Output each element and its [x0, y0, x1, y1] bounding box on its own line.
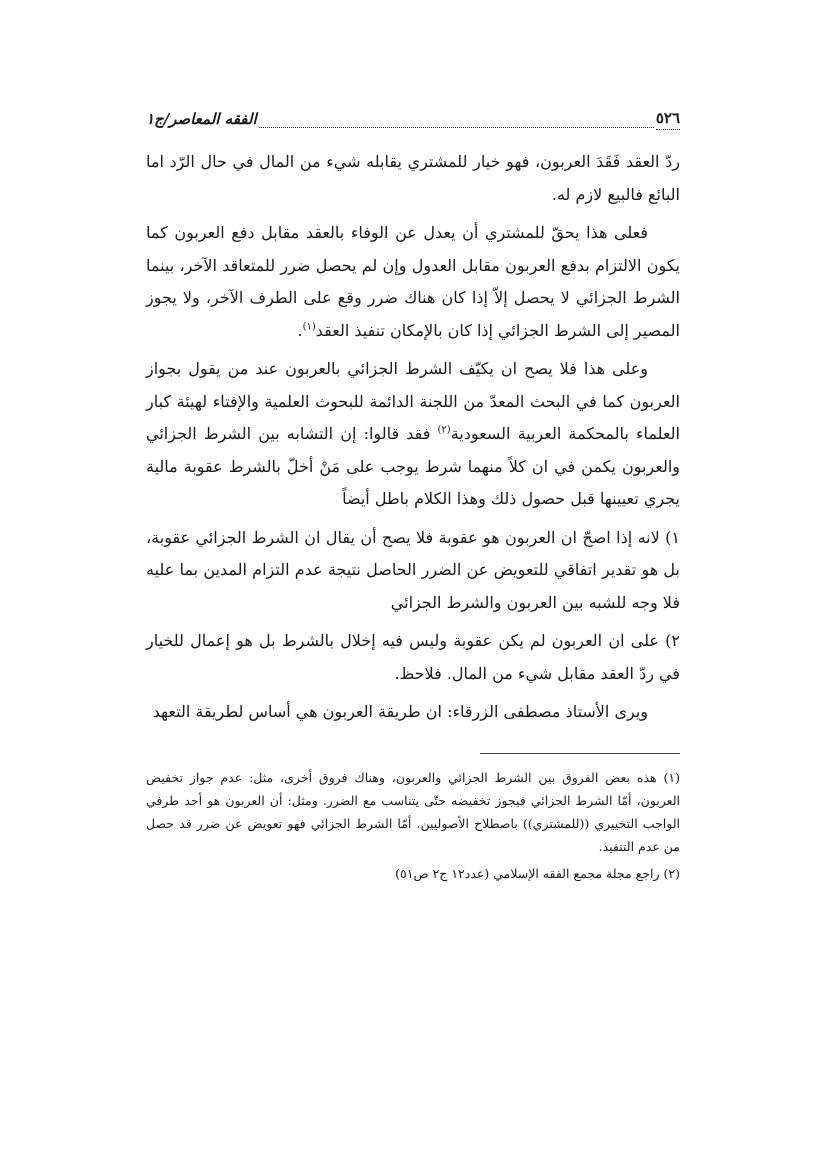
- list-item-1: ١) لانه إذا اصحّ ان العربون هو عقوبة فلا يصح أن يقال ان الشرط الجزائي عقوبة، بل هو تقدير اتفاقي للتعويض عن الضرر الحاصل نتيجة عدم التزام المدين بما عليه فلا وجه للشبه بين العربون والشرط الجزائي: [146, 527, 680, 612]
- main-text: [146, 146, 680, 735]
- footnote-separator: [480, 753, 680, 754]
- paragraph-zarqa: ويرى الأستاذ مصطفى الزرقاء: ان طريقة العربون هي أساس لطريقة التعهد: [152, 702, 648, 721]
- footnote-ref-1[interactable]: (١): [302, 321, 316, 333]
- paragraph-committee: وعلى هذا فلا يصح ان يكيّف الشرط الجزائي بالعربون عند من يقول بجواز العربون كما في البحث المعدّ من اللجنة الدائمة للبحوث العلمية والإفتاء لهيئة كبار العلماء بالمحكمة العربية السعودية$^{(٢)}$ فقد قالوا: إن التشابه بين الشرط الجزائي والعربون يكمن في ان كلاً منهما شرط يوجب على مَنْ أخلّ بالشرط عقوبة مالية يجري تعيينها قبل حصول ذلك وهذا الكلام باطل أيضاً: [146, 359, 681, 508]
- book-page: [146, 0, 680, 1169]
- footnotes: [146, 766, 680, 889]
- footnote-2: (٢) راجع مجلة مجمع الفقه الإسلامي (عدد١٢ ج٢ ص٥١): [395, 866, 680, 881]
- list-item-2: ٢) على ان العربون لم يكن عقوبة وليس فيه إخلال بالشرط بل هو إعمال للخيار في ردّ العقد مقابل شيء من المال. فلاحظ.: [146, 631, 680, 683]
- page-header: [146, 96, 680, 130]
- running-title: الفقه المعاصر/ج١: [146, 110, 257, 128]
- footnote-ref-2[interactable]: (٢): [437, 424, 451, 436]
- page-number: ٥٢٦: [656, 109, 680, 130]
- paragraph-continuation: ردّ العقد فَقَدَ العربون، فهو خيار للمشتري يقابله شيء من المال في حال الرّد اما البائع فالبيع لازم له.: [146, 152, 680, 204]
- footnote-1: (١) هذه بعض الفروق بين الشرط الجزائي والعربون، وهناك فروق أخرى، مثل: عدم جواز تخفيض العربون، أمّا الشرط الجزائي فيجوز تخفيضه حتّى يتناسب مع الضرر. ومثل: أن العربون هو أحد طرفي الواجب التخييري ((للمشتري)) باصطلاح الأصوليين. أمّا الشرط الجزائي فهو تعويض عن ضرر قد حصل من عدم التنفيذ.: [146, 770, 680, 854]
- paragraph-comparison: فعلى هذا يحقّ للمشتري أن يعدل عن الوفاء بالعقد مقابل دفع العربون كما يكون الالتزام بدفع العربون مقابل العدول وإن لم يحصل ضرر للمتعاقد الآخر، بينما الشرط الجزائي لا يحصل إلاّ إذا كان هناك ضرر وقع على الطرف الآخر، ولا يجوز المصير إلى الشرط الجزائي إذا كان بالإمكان تنفيذ العقد$^{(١)}$.: [146, 223, 680, 340]
- dotted-leader: [259, 126, 654, 128]
